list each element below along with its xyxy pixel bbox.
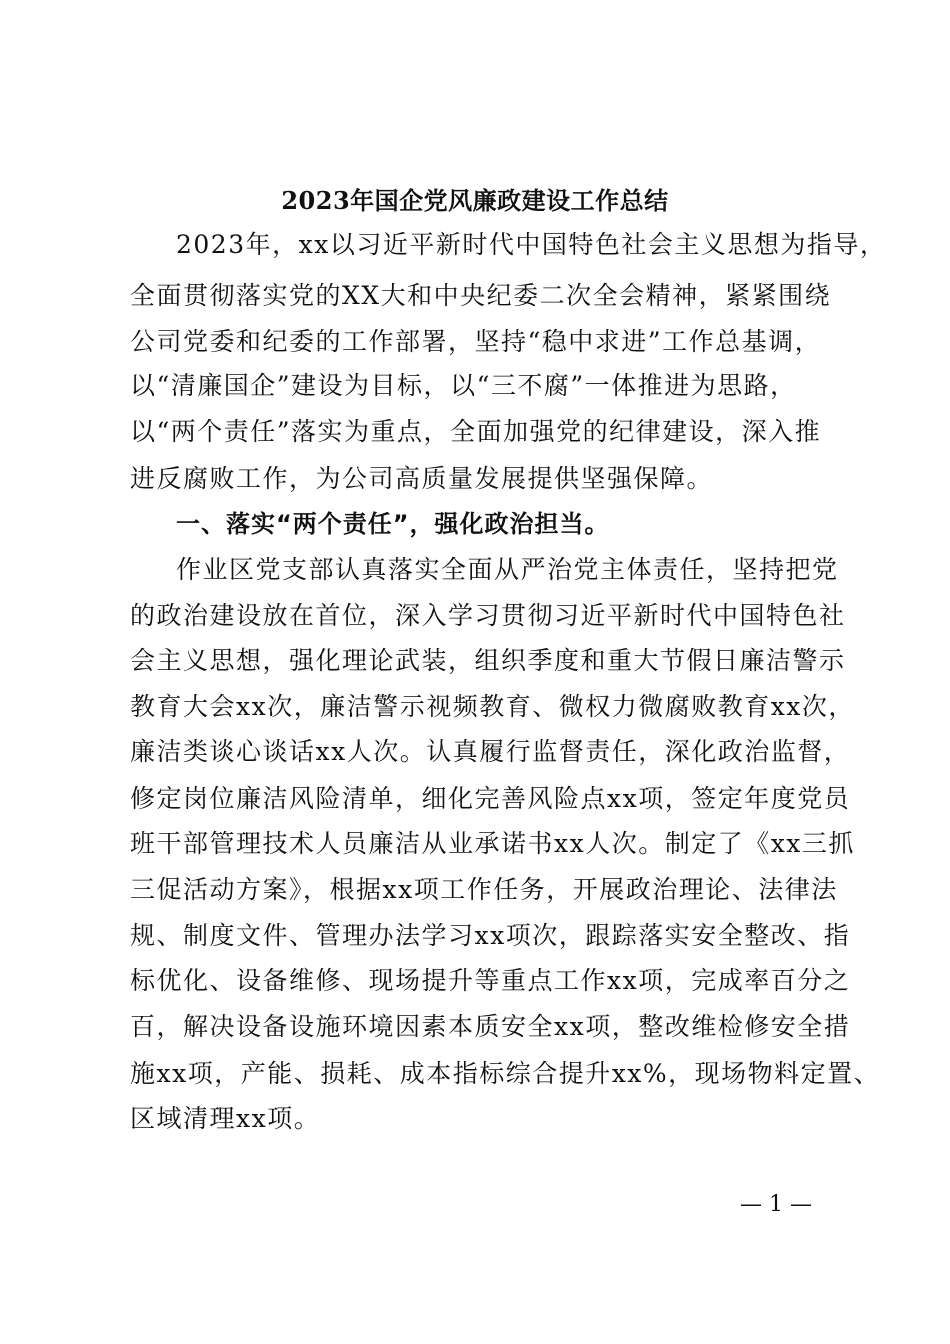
paragraph-line: 廉洁类谈心谈话xx人次。认真履行监督责任，深化政治监督， xyxy=(130,737,851,766)
paragraph-line: 区域清理xx项。 xyxy=(130,1104,321,1133)
paragraph-line: 班干部管理技术人员廉洁从业承诺书xx人次。制定了《xx三抓 xyxy=(130,829,855,858)
document-title: 2023年国企党风廉政建设工作总结 xyxy=(281,186,669,215)
paragraph-line: 的政治建设放在首位，深入学习贯彻习近平新时代中国特色社 xyxy=(130,601,846,630)
paragraph-line: 百，解决设备设施环境因素本质安全xx项，整改维检修安全措 xyxy=(130,1012,851,1041)
paragraph-line: 2023年，xx以习近平新时代中国特色社会主义思想为指导， xyxy=(176,230,887,259)
paragraph-line: 以“两个责任”落实为重点，全面加强党的纪律建设，深入推 xyxy=(130,417,822,446)
paragraph-line: 以“清廉国企”建设为目标，以“三不腐”一体推进为思路， xyxy=(130,371,797,400)
page-number: — 1 — xyxy=(740,1192,812,1217)
paragraph-line: 施xx项，产能、损耗、成本指标综合提升xx%，现场物料定置、 xyxy=(130,1059,881,1088)
paragraph-line: 作业区党支部认真落实全面从严治党主体责任，坚持把党 xyxy=(176,555,839,584)
paragraph-line: 三促活动方案》，根据xx项工作任务，开展政治理论、法律法 xyxy=(130,875,838,904)
paragraph-line: 标优化、设备维修、现场提升等重点工作xx项，完成率百分之 xyxy=(130,966,851,995)
paragraph-line: 公司党委和纪委的工作部署，坚持“稳中求进”工作总基调， xyxy=(130,327,822,356)
paragraph-line: 会主义思想，强化理论武装，组织季度和重大节假日廉洁警示 xyxy=(130,646,846,675)
paragraph-line: 进反腐败工作，为公司高质量发展提供坚强保障。 xyxy=(130,464,714,493)
paragraph-line: 规、制度文件、管理办法学习xx项次，跟踪落实安全整改、指 xyxy=(130,921,851,950)
paragraph-line: 修定岗位廉洁风险清单，细化完善风险点xx项，签定年度党员 xyxy=(130,784,851,813)
section-heading: 一、落实“两个责任”，强化政治担当。 xyxy=(176,510,610,538)
paragraph-line: 全面贯彻落实党的XX大和中央纪委二次全会精神，紧紧围绕 xyxy=(130,281,832,310)
paragraph-line: 教育大会xx次，廉洁警示视频教育、微权力微腐败教育xx次， xyxy=(130,692,855,721)
